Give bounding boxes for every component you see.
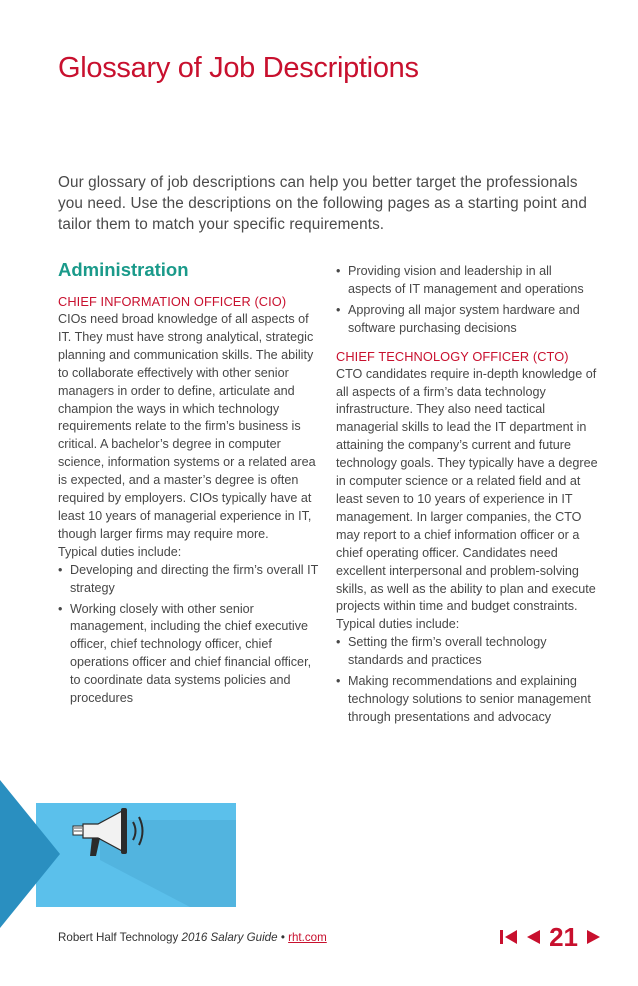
megaphone-graphic — [0, 760, 310, 960]
footer-company: Robert Half Technology — [58, 931, 179, 944]
page-navigation — [499, 922, 602, 952]
page-title: Glossary of Job Descriptions — [58, 52, 419, 84]
cio-duty-item: • Developing and directing the firm’s overall IT strategy — [58, 562, 320, 598]
right-column — [336, 263, 598, 730]
footer-link[interactable]: rht.com — [288, 931, 327, 944]
page-number: 21 — [549, 922, 578, 952]
cio-duty-item: • Working closely with other senior management, including the chief executive officer, chief technology officer, chief operations officer and chief financial officer, to coordinate data systems policies and procedures — [58, 601, 320, 708]
cto-duties-list — [336, 634, 598, 727]
cto-description: CTO candidates require in-depth knowledge of all aspects of a firm’s data technology infrastructure. They also need tactical managerial skills to lead the IT department in attaining the company’s current and future technology goals. They typically have a degree in computer science or a related field and at least seven to 10 years of experience in IT management. In larger companies, the CTO may report to a chief information officer or a chief operating officer. Candidates need excellent interpersonal and problem-solving skills, as well as the ability to plan and execute projects within time and budget constraints. — [336, 366, 598, 614]
footer-separator: • — [280, 931, 285, 944]
cto-duties-intro: Typical duties include: — [336, 617, 460, 632]
previous-page-icon[interactable] — [525, 928, 541, 946]
left-column — [58, 258, 320, 711]
cio-duty-item: • Approving all major system hardware and software purchasing decisions — [336, 302, 598, 338]
section-heading: Administration — [58, 259, 189, 280]
intro-paragraph: Our glossary of job descriptions can help you better target the professionals you need. Use the descriptions on the following pages as a starting point and tailor them to match your specific requirements. — [58, 174, 587, 233]
cio-description: CIOs need broad knowledge of all aspects of IT. They must have strong analytical, strategic planning and communication skills. The ability to collaborate effectively with other senior managers in order to define, articulate and champion the ways in which technology requirements relate to the firm’s business is critical. A bachelor’s degree in computer science, information systems or a related area is expected, and a master’s degree is often required by employers. CIOs typically have at least 10 years of managerial experience in IT, though larger firms may require more. — [58, 312, 316, 541]
cto-title: CHIEF TECHNOLOGY OFFICER (CTO) — [336, 348, 569, 364]
cio-duties-intro: Typical duties include: — [58, 544, 182, 559]
cio-duties-list — [58, 562, 320, 708]
cio-duty-item: • Providing vision and leadership in all aspects of IT management and operations — [336, 263, 598, 299]
footer — [58, 931, 327, 944]
cto-duty-item: • Setting the firm’s overall technology standards and practices — [336, 634, 598, 670]
first-page-icon[interactable] — [499, 928, 519, 946]
cio-title: CHIEF INFORMATION OFFICER (CIO) — [58, 294, 287, 309]
cio-duties-list-continued — [336, 263, 598, 338]
next-page-icon[interactable] — [586, 928, 602, 946]
footer-publication: 2016 Salary Guide — [181, 931, 278, 944]
cto-duty-item: • Making recommendations and explaining technology solutions to senior management through presentations and advocacy — [336, 673, 598, 727]
